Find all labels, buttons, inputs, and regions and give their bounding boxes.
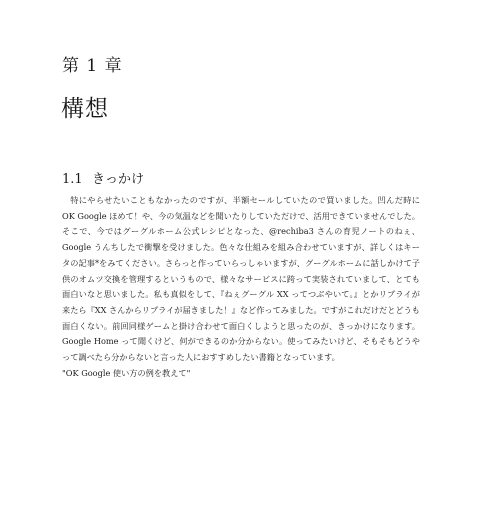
body-text xyxy=(62,193,420,381)
chapter-label: 第 1 章 xyxy=(62,56,123,76)
chapter-title: 構想 xyxy=(61,96,109,122)
section-number: 1.1 xyxy=(62,172,83,187)
quote-line: "OK Google 使い方の例を教えて" xyxy=(62,367,191,378)
section-heading xyxy=(62,171,144,189)
body-paragraph: 特にやらせたいこともなかったのですが、半額セールしていたので買いました。凹んだ時に OK Google ほめて！や、今の気温などを聞いたりしていただけで、活用できていませんでした。そこで、今ではグーグルホーム公式レシピとなった、@rechiba3 さんの育児ノートのねぇ、Google うんちしたで衝撃を受けました。色々な仕組みを組み合わせていますが、詳しくはキータの記事*をみてください。さらっと作っていらっしゃいますが、グーグルホームに話しかけて子供のオムツ交換を管理するというもので、様々なサービスに跨って実装されていまして、とても面白いなと思いました。私も真似をして、『ねぇグーグル XX ってつぶやいて。』とかリプライが来たら『XX さんからリプライが届きました！』など作ってみました。ですがこれだけだとどうも面白くない。前回同様ゲームと掛け合わせて面白くしようと思ったのが、きっかけになります。Google Home って聞くけど、何ができるのか分からない。使ってみたいけど、そもそもどうやって調べたら分からないと言った人におすすめしたい書籍となっています。 xyxy=(62,195,420,363)
section-title: きっかけ xyxy=(92,172,145,187)
